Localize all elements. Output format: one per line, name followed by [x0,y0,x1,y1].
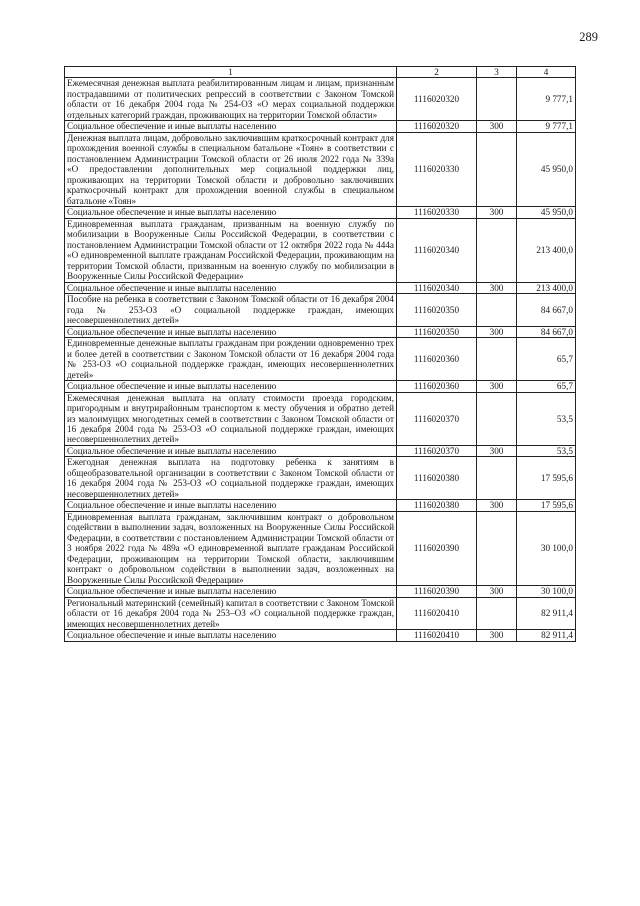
item-row [65,392,576,445]
row-code-cell: 1116020330 [397,207,477,218]
row-code-cell: 1116020320 [397,78,477,121]
row-name-cell: Социальное обеспечение и иные выплаты населению [65,630,397,641]
row-code-cell: 1116020330 [397,132,477,206]
item-row [65,338,576,381]
row-code-cell: 1116020410 [397,597,477,629]
header-cell-amount: 4 [517,67,576,78]
row-amount-cell: 53,5 [517,392,576,445]
row-name-cell: Социальное обеспечение и иные выплаты населению [65,282,397,293]
row-code-cell: 1116020320 [397,121,477,132]
row-vr-cell [477,597,517,629]
row-name-cell: Денежная выплата лицам, добровольно заключившим краткосрочный контракт для прохождения военной службы в специальном батальоне «Тоян» в соответствии с постановлением Администрации Томской области от 26 июля 2022 года № 339а «О предоставлении дополнительных мер социальной поддержки лиц, проживающих на территории Томской области и добровольно заключивших краткосрочный контракт для прохождения военной службы в специальном батальоне «Тоян» [65,132,397,206]
row-name-cell: Ежемесячная денежная выплата реабилитированным лицам и лицам, признанным пострадавшими от политических репрессий в соответствии с Законом Томской области от 16 декабря 2004 года № 254-ОЗ «О мерах социальной поддержки отдельных категорий граждан, проживающих на территории Томской области» [65,78,397,121]
row-amount-cell: 9 777,1 [517,78,576,121]
row-amount-cell: 213 400,0 [517,282,576,293]
subtotal-row [65,207,576,218]
row-name-cell: Пособие на ребенка в соответствии с Законом Томской области от 16 декабря 2004 года № 253-ОЗ «О социальной поддержке граждан, имеющих несовершеннолетних детей» [65,294,397,326]
item-row [65,597,576,629]
subtotal-row [65,630,576,641]
row-amount-cell: 65,7 [517,338,576,381]
header-cell-name: 1 [65,67,397,78]
row-name-cell: Ежемесячная денежная выплата на оплату стоимости проезда городским, пригородным и внутрирайонным транспортом к месту обучения и обратно детей из малоимущих многодетных семей в соответствии с Законом Томской области от 16 декабря 2004 года № 253-ОЗ «О социальной поддержке граждан, имеющих несовершеннолетних детей» [65,392,397,445]
row-code-cell: 1116020410 [397,630,477,641]
row-name-cell: Социальное обеспечение и иные выплаты населению [65,500,397,511]
subtotal-row [65,282,576,293]
row-amount-cell: 45 950,0 [517,132,576,206]
row-vr-cell: 300 [477,326,517,337]
row-code-cell: 1116020370 [397,445,477,456]
subtotal-row [65,326,576,337]
header-cell-code: 2 [397,67,477,78]
row-amount-cell: 65,7 [517,381,576,392]
row-amount-cell: 45 950,0 [517,207,576,218]
row-amount-cell: 84 667,0 [517,326,576,337]
row-amount-cell: 17 595,6 [517,500,576,511]
row-name-cell: Единовременные денежные выплаты гражданам при рождении одновременно трех и более детей в соответствии с Законом Томской области от 16 декабря 2004 года № 253-ОЗ «О социальной поддержке граждан, имеющих несовершеннолетних детей» [65,338,397,381]
table-header-row [65,67,576,78]
row-vr-cell: 300 [477,500,517,511]
subtotal-row [65,121,576,132]
row-code-cell: 1116020340 [397,218,477,282]
row-vr-cell [477,78,517,121]
row-vr-cell: 300 [477,445,517,456]
item-row [65,132,576,206]
row-vr-cell [477,511,517,585]
row-code-cell: 1116020370 [397,392,477,445]
row-vr-cell [477,218,517,282]
subtotal-row [65,500,576,511]
row-name-cell: Региональный материнский (семейный) капитал в соответствии с Законом Томской области от 16 декабря 2004 года № 253–ОЗ «О социальной поддержке граждан, имеющих несовершеннолетних детей» [65,597,397,629]
row-amount-cell: 84 667,0 [517,294,576,326]
row-vr-cell [477,392,517,445]
row-code-cell: 1116020380 [397,457,477,500]
item-row [65,294,576,326]
header-cell-vr: 3 [477,67,517,78]
row-vr-cell: 300 [477,121,517,132]
row-name-cell: Социальное обеспечение и иные выплаты населению [65,445,397,456]
row-vr-cell: 300 [477,381,517,392]
row-name-cell: Единовременная выплата гражданам, заключившим контракт о добровольном содействии в выполнении задач, возложенных на Вооруженные Силы Российской Федерации, в соответствии с постановлением Администрации Томской области от 3 ноября 2022 года № 489а «О единовременной выплате гражданам Российской Федерации, проживающим на территории Томской области, заключившим контракт о добровольном содействии в выполнении задач, возложенных на Вооруженные Силы Российской Федерации» [65,511,397,585]
row-vr-cell [477,338,517,381]
row-amount-cell: 9 777,1 [517,121,576,132]
row-amount-cell: 82 911,4 [517,630,576,641]
budget-table-body [65,67,576,642]
row-name-cell: Единовременная выплата гражданам, призванным на военную службу по мобилизации в Вооруженные Силы Российской Федерации, в соответствии с постановлением Администрации Томской области от 12 октября 2022 года № 444а «О единовременной выплате гражданам Российской Федерации, проживающим на территории Томской области, призванным на военную службу по мобилизации в Вооруженные Силы Российской Федерации» [65,218,397,282]
row-name-cell: Ежегодная денежная выплата на подготовку ребенка к занятиям в общеобразовательной организации в соответствии с Законом Томской области от 16 декабря 2004 года № 253-ОЗ «О социальной поддержке граждан, имеющих несовершеннолетних детей» [65,457,397,500]
row-code-cell: 1116020360 [397,338,477,381]
item-row [65,511,576,585]
row-vr-cell: 300 [477,282,517,293]
row-name-cell: Социальное обеспечение и иные выплаты населению [65,381,397,392]
item-row [65,218,576,282]
row-code-cell: 1116020350 [397,326,477,337]
row-code-cell: 1116020350 [397,294,477,326]
row-amount-cell: 82 911,4 [517,597,576,629]
row-name-cell: Социальное обеспечение и иные выплаты населению [65,207,397,218]
row-amount-cell: 213 400,0 [517,218,576,282]
row-vr-cell: 300 [477,207,517,218]
row-amount-cell: 30 100,0 [517,586,576,597]
row-name-cell: Социальное обеспечение и иные выплаты населению [65,121,397,132]
row-amount-cell: 17 595,6 [517,457,576,500]
row-code-cell: 1116020360 [397,381,477,392]
row-code-cell: 1116020340 [397,282,477,293]
subtotal-row [65,586,576,597]
page-number: 289 [579,30,598,44]
budget-table [64,66,576,642]
row-amount-cell: 53,5 [517,445,576,456]
row-vr-cell: 300 [477,630,517,641]
subtotal-row [65,381,576,392]
row-amount-cell: 30 100,0 [517,511,576,585]
item-row [65,457,576,500]
subtotal-row [65,445,576,456]
row-code-cell: 1116020390 [397,586,477,597]
row-code-cell: 1116020380 [397,500,477,511]
item-row [65,78,576,121]
row-name-cell: Социальное обеспечение и иные выплаты населению [65,326,397,337]
row-name-cell: Социальное обеспечение и иные выплаты населению [65,586,397,597]
row-vr-cell: 300 [477,586,517,597]
row-vr-cell [477,457,517,500]
row-vr-cell [477,132,517,206]
row-code-cell: 1116020390 [397,511,477,585]
row-vr-cell [477,294,517,326]
